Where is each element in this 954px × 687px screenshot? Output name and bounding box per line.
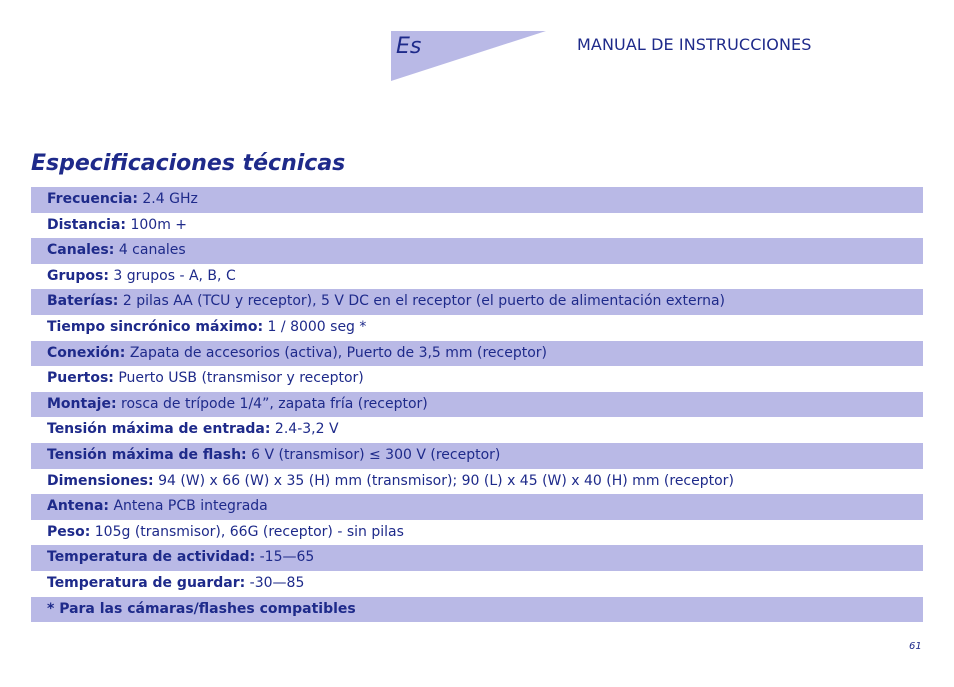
spec-row-input-voltage: Tensión máxima de entrada: 2.4-3,2 V [47,421,339,438]
spec-row-operating-temp: Temperatura de actividad: -15—65 [31,545,923,571]
spec-row-storage-temp: Temperatura de guardar: -30—85 [47,574,305,591]
spec-row-connection: Conexión: Zapata de accesorios (activa), Puerto de 3,5 mm (receptor) [31,341,923,367]
section-title: Especificaciones técnicas [31,151,346,176]
page-number: 61 [909,641,922,652]
language-tab [391,31,546,81]
spec-row-batteries: Baterías: 2 pilas AA (TCU y receptor), 5 V DC en el receptor (el puerto de alimentación externa) [31,289,923,315]
language-code: Es [396,34,422,59]
spec-row-distance: Distancia: 100m + [47,216,188,233]
spec-table [31,187,923,622]
spec-row-groups: Grupos: 3 grupos - A, B, C [47,267,236,284]
manual-title: MANUAL DE INSTRUCCIONES [577,35,812,54]
spec-row-ports: Puertos: Puerto USB (transmisor y receptor) [47,370,364,387]
spec-row-compatibility-note: * Para las cámaras/flashes compatibles [31,597,923,623]
spec-row-sync-time: Tiempo sincrónico máximo: 1 / 8000 seg * [47,318,367,335]
spec-row-antenna: Antena: Antena PCB integrada [31,494,923,520]
spec-row-dimensions: Dimensiones: 94 (W) x 66 (W) x 35 (H) mm (transmisor); 90 (L) x 45 (W) x 40 (H) mm (receptor) [47,472,734,489]
spec-row-mounting: Montaje: rosca de trípode 1/4”, zapata fría (receptor) [31,392,923,418]
spec-row-flash-voltage: Tensión máxima de flash: 6 V (transmisor) ≤ 300 V (receptor) [31,443,923,469]
spec-row-frequency: Frecuencia: 2.4 GHz [31,187,923,213]
spec-row-channels: Canales: 4 canales [31,238,923,264]
spec-row-weight: Peso: 105g (transmisor), 66G (receptor) - sin pilas [47,523,404,540]
